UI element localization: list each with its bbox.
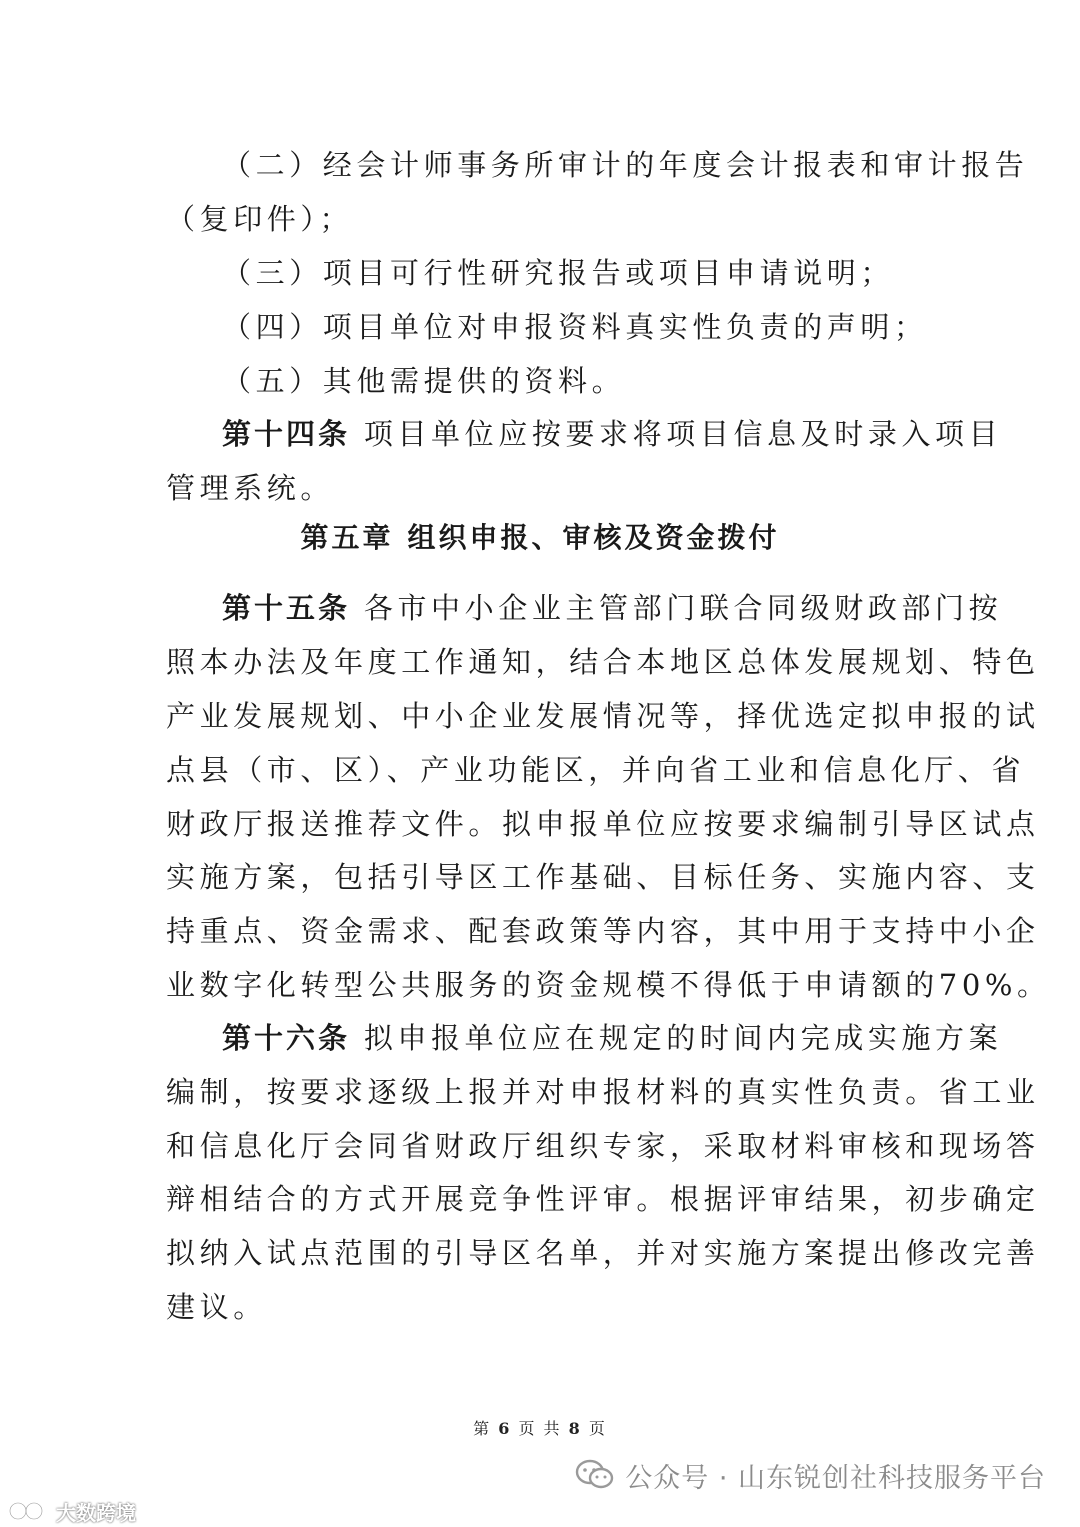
list-item-3: （三）项目可行性研究报告或项目申请说明； bbox=[222, 256, 895, 290]
article-16-line: 和信息化厅会同省财政厅组织专家，采取材料审核和现场答 bbox=[166, 1129, 1040, 1163]
article-16-line: 建议。 bbox=[166, 1290, 267, 1324]
article-15-line: 实施方案，包括引导区工作基础、目标任务、实施内容、支 bbox=[166, 860, 1040, 894]
article-14-title: 第十四条 bbox=[222, 417, 351, 451]
wechat-watermark bbox=[575, 1455, 1046, 1495]
page-total: 8 bbox=[568, 1419, 582, 1438]
article-15-line: 产业发展规划、中小企业发展情况等，择优选定拟申报的试 bbox=[166, 699, 1040, 733]
page-footer bbox=[0, 1416, 1080, 1439]
article-15-line: 照本办法及年度工作通知，结合本地区总体发展规划、特色 bbox=[166, 645, 1040, 679]
list-item-4: （四）项目单位对申报资料真实性负责的声明； bbox=[222, 310, 928, 344]
list-item-5: （五）其他需提供的资料。 bbox=[222, 364, 626, 398]
footer-suffix: 页 bbox=[588, 1419, 607, 1438]
article-16-title: 第十六条 bbox=[222, 1021, 351, 1055]
brand-logo-text: 大数跨境 bbox=[56, 1500, 136, 1525]
article-15-text: 各市中小企业主管部门联合同级财政部门按 bbox=[363, 591, 1003, 625]
chapter-number: 第五章 bbox=[300, 521, 394, 554]
article-16-line: 编制，按要求逐级上报并对申报材料的真实性负责。省工业 bbox=[166, 1075, 1040, 1109]
page-number: 6 bbox=[498, 1419, 512, 1438]
list-item-2-continued: （复印件）； bbox=[166, 202, 354, 236]
brand-logo bbox=[8, 1497, 136, 1525]
article-15-line: 财政厅报送推荐文件。拟申报单位应按要求编制引导区试点 bbox=[166, 807, 1040, 841]
article-16-text: 拟申报单位应在规定的时间内完成实施方案 bbox=[363, 1021, 1003, 1055]
list-item-2: （二）经会计师事务所审计的年度会计报表和审计报告 bbox=[222, 148, 1029, 182]
article-14 bbox=[222, 416, 1003, 452]
article-16-line: 辩相结合的方式开展竞争性评审。根据评审结果，初步确定 bbox=[166, 1182, 1040, 1216]
footer-middle: 页 共 bbox=[518, 1419, 562, 1438]
watermark-text: 公众号 · 山东锐创社科技服务平台 bbox=[625, 1462, 1046, 1494]
article-16-line: 拟纳入试点范围的引导区名单，并对实施方案提出修改完善 bbox=[166, 1236, 1040, 1270]
article-16 bbox=[222, 1020, 1003, 1056]
footer-prefix: 第 bbox=[473, 1419, 492, 1438]
article-15-line: 持重点、资金需求、配套政策等内容，其中用于支持中小企 bbox=[166, 914, 1040, 948]
article-15-line: 点县（市、区）、产业功能区，并向省工业和信息化厅、省 bbox=[166, 753, 1026, 787]
chapter-heading bbox=[0, 520, 1080, 556]
chapter-title: 组织申报、审核及资金拨付 bbox=[407, 521, 780, 554]
wechat-icon bbox=[575, 1459, 615, 1491]
article-15-title: 第十五条 bbox=[222, 591, 351, 625]
article-14-text: 项目单位应按要求将项目信息及时录入项目 bbox=[363, 417, 1003, 451]
brand-logo-icon bbox=[8, 1499, 52, 1523]
article-15 bbox=[222, 590, 1003, 626]
article-14-continued: 管理系统。 bbox=[166, 471, 335, 505]
article-15-line: 业数字化转型公共服务的资金规模不得低于申请额的70%。 bbox=[166, 968, 1051, 1002]
